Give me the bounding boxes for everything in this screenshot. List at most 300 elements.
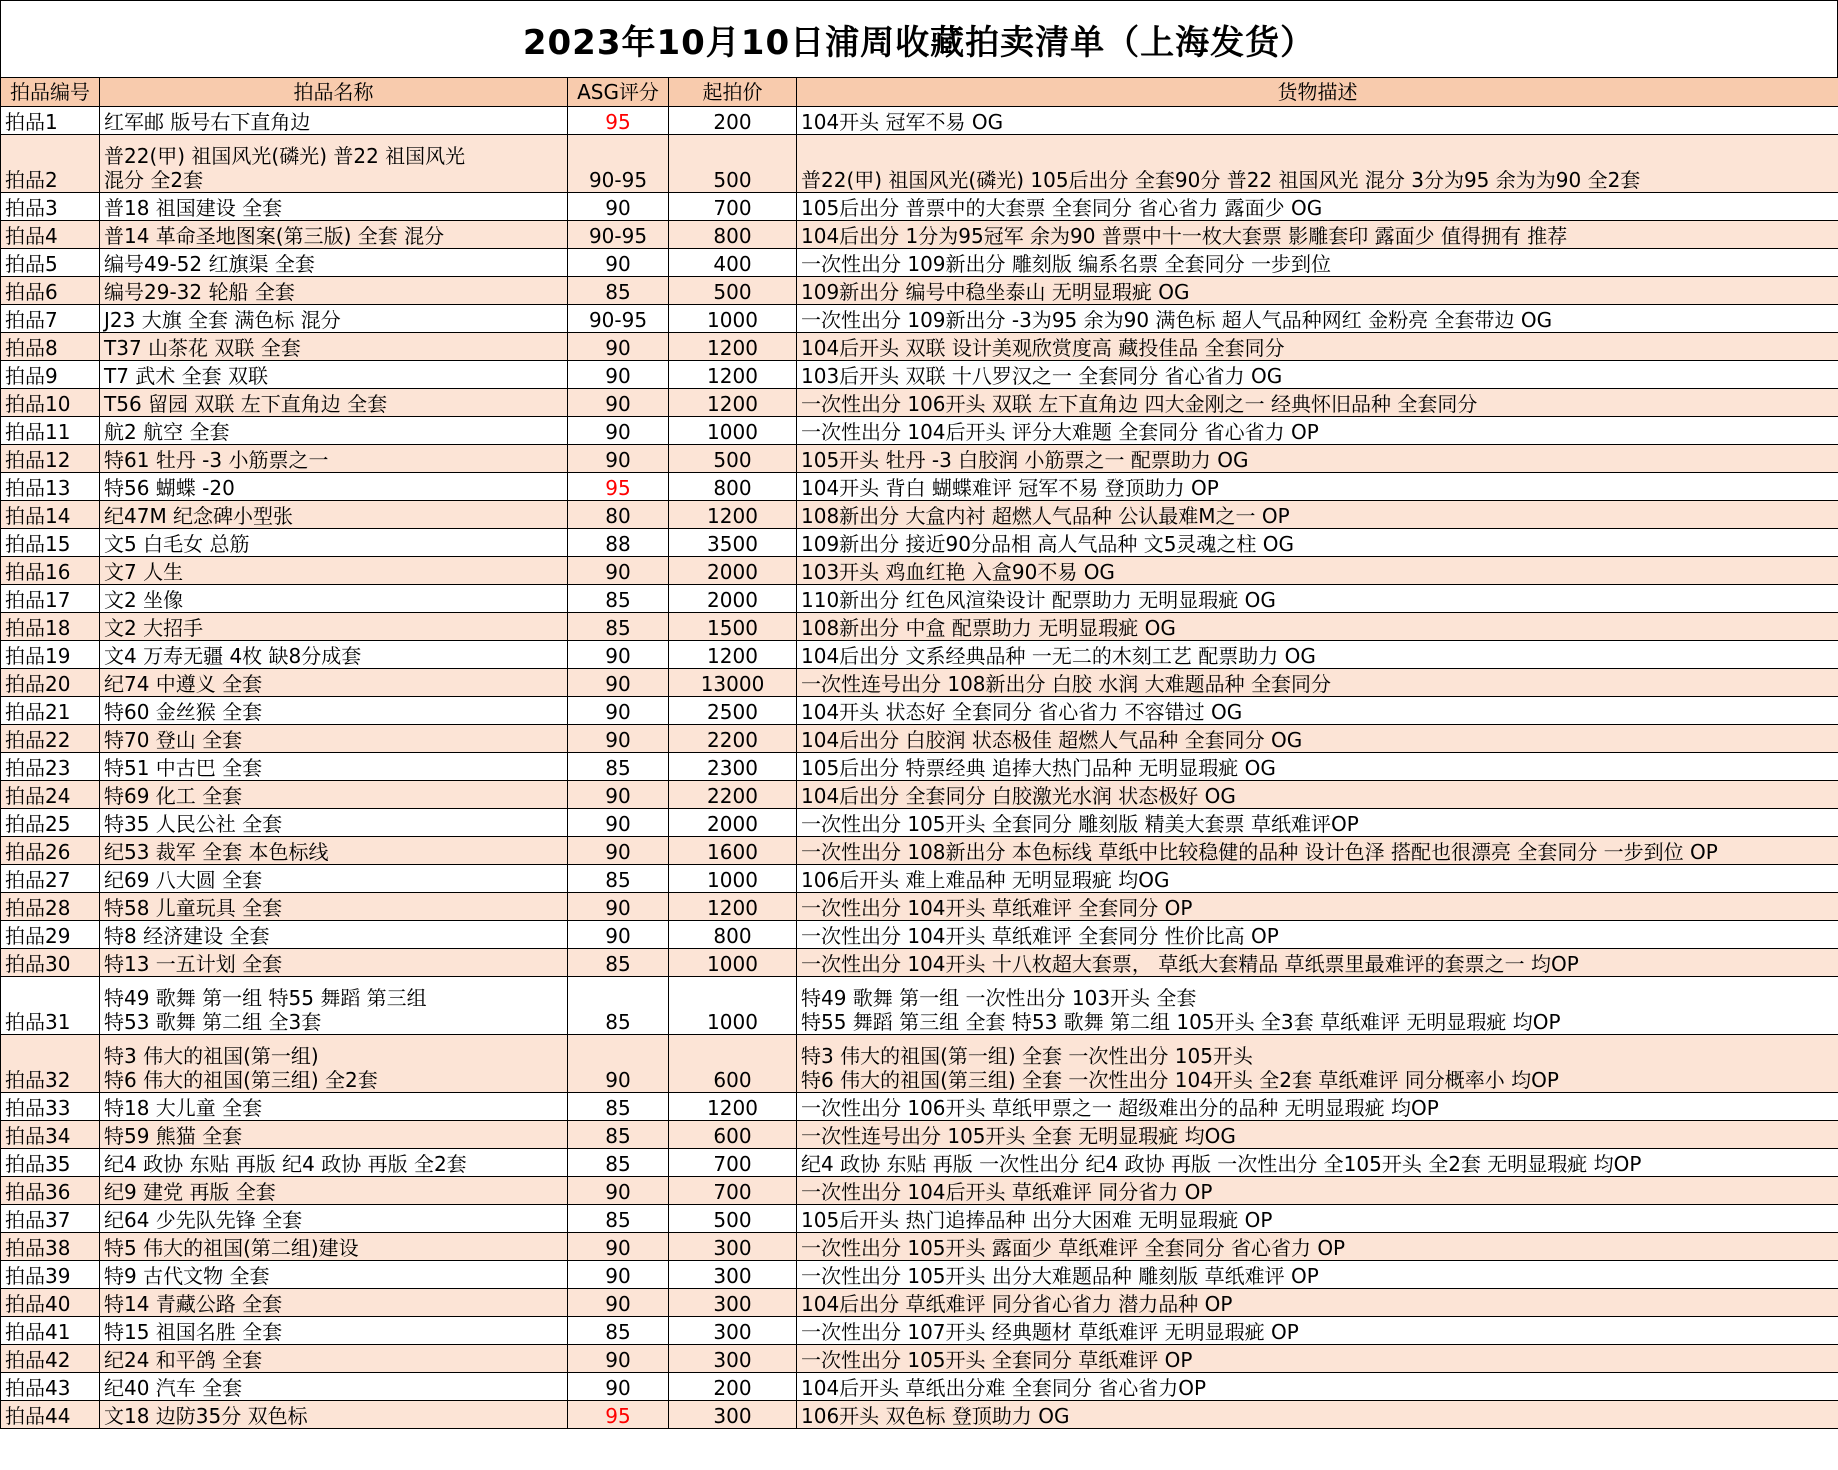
lot-name-cell [100,277,568,305]
starting-price: 2000 [707,812,758,836]
lot-name: 特13 一五计划 全套 [104,952,283,976]
starting-price: 300 [713,1264,752,1288]
description-cell [797,1121,1838,1149]
lot-name-cell [100,977,568,1035]
asg-score-cell [568,529,669,557]
lot-name: 文4 万寿无疆 4枚 缺8分成套 [104,644,362,668]
starting-price: 500 [713,168,752,192]
starting-price-cell [669,613,797,641]
description-cell [797,697,1838,725]
description-cell [797,725,1838,753]
description: 一次性出分 104后开头 评分大难题 全套同分 省心省力 OP [801,420,1319,444]
asg-score: 90 [605,252,631,276]
description-cell [797,837,1838,865]
lot-number-cell [1,445,100,473]
asg-score: 90 [605,1376,631,1400]
lot-number-cell [1,669,100,697]
description: 104开头 冠军不易 OG [801,110,1004,134]
lot-number: 拍品35 [5,1152,71,1176]
table-row [1,1317,1838,1345]
description-cell [797,445,1838,473]
asg-score: 85 [605,1152,631,1176]
asg-score: 90 [605,840,631,864]
table-row [1,107,1838,135]
starting-price-cell [669,1345,797,1373]
description-cell [797,277,1838,305]
starting-price: 400 [713,252,752,276]
starting-price-cell [669,473,797,501]
asg-score: 90-95 [588,224,648,248]
lot-name-cell [100,389,568,417]
lot-name: 特51 中古巴 全套 [104,756,263,780]
lot-number: 拍品3 [5,196,58,220]
asg-score: 90 [605,1068,631,1092]
lot-name-cell [100,1177,568,1205]
lot-number: 拍品5 [5,252,58,276]
table-row [1,1401,1838,1429]
description: 一次性出分 106开头 草纸甲票之一 超级难出分的品种 无明显瑕疵 均OP [801,1096,1439,1120]
table-row [1,1261,1838,1289]
description: 一次性出分 109新出分 -3为95 余为90 满色标 超人气品种网红 金粉亮 全套带边 OG [801,308,1553,332]
lot-number-cell [1,1261,100,1289]
starting-price: 1200 [707,364,758,388]
description: 106开头 双色标 登顶助力 OG [801,1404,1070,1428]
starting-price-cell [669,865,797,893]
asg-score-cell [568,473,669,501]
asg-score: 85 [605,756,631,780]
description: 110新出分 红色风渲染设计 配票助力 无明显瑕疵 OG [801,588,1276,612]
lot-number-cell [1,529,100,557]
asg-score: 85 [605,1320,631,1344]
asg-score-cell [568,865,669,893]
description-cell [797,1401,1838,1429]
asg-score-cell [568,641,669,669]
starting-price: 300 [713,1320,752,1344]
lot-number-cell [1,1317,100,1345]
asg-score: 90 [605,1180,631,1204]
lot-name: 编号29-32 轮船 全套 [104,280,295,304]
description-cell [797,1233,1838,1261]
asg-score-cell [568,697,669,725]
description-cell [797,949,1838,977]
starting-price: 1200 [707,336,758,360]
asg-score-cell [568,949,669,977]
asg-score-cell [568,1177,669,1205]
starting-price: 600 [713,1124,752,1148]
description-cell [797,333,1838,361]
starting-price: 3500 [707,532,758,556]
starting-price-cell [669,1149,797,1177]
lot-name: 特14 青藏公路 全套 [104,1292,283,1316]
lot-name: 特8 经济建设 全套 [104,924,270,948]
table-row [1,557,1838,585]
starting-price: 700 [713,196,752,220]
starting-price-cell [669,107,797,135]
lot-name-cell [100,1261,568,1289]
starting-price: 1200 [707,896,758,920]
starting-price: 300 [713,1404,752,1428]
asg-score-cell [568,193,669,221]
description: 103后开头 双联 十八罗汉之一 全套同分 省心省力 OG [801,364,1283,388]
lot-name-cell [100,949,568,977]
description-cell [797,1289,1838,1317]
asg-score-cell [568,585,669,613]
description: 纪4 政协 东贴 再版 一次性出分 纪4 政协 再版 一次性出分 全105开头 全2套 无明显瑕疵 均OP [801,1152,1642,1176]
lot-number: 拍品15 [5,532,71,556]
lot-name-cell [100,865,568,893]
lot-name-cell [100,613,568,641]
lot-name-cell [100,1317,568,1345]
lot-name-cell [100,249,568,277]
table-row [1,725,1838,753]
description: 一次性出分 107开头 经典题材 草纸难评 无明显瑕疵 OP [801,1320,1299,1344]
description: 105开头 牡丹 -3 白胶润 小筋票之一 配票助力 OG [801,448,1249,472]
starting-price: 1200 [707,392,758,416]
asg-score-cell [568,1345,669,1373]
asg-score: 90 [605,1264,631,1288]
lot-number-cell [1,249,100,277]
lot-name: T7 武术 全套 双联 [104,364,269,388]
starting-price: 300 [713,1236,752,1260]
starting-price-cell [669,753,797,781]
header-row [1,78,1838,107]
starting-price: 700 [713,1180,752,1204]
lot-number-cell [1,333,100,361]
lot-name: 特5 伟大的祖国(第二组)建设 [104,1236,359,1260]
table-row [1,837,1838,865]
table-row [1,641,1838,669]
starting-price: 500 [713,1208,752,1232]
lot-name-cell [100,1401,568,1429]
starting-price-cell [669,305,797,333]
starting-price-cell [669,781,797,809]
starting-price: 2500 [707,700,758,724]
asg-score-cell [568,1205,669,1233]
table-row [1,781,1838,809]
asg-score-cell [568,781,669,809]
lot-name: 纪40 汽车 全套 [104,1376,243,1400]
lot-number-cell [1,1373,100,1401]
lot-name-cell [100,1289,568,1317]
lot-number: 拍品44 [5,1404,71,1428]
lot-name-cell [100,445,568,473]
starting-price-cell [669,1261,797,1289]
asg-score: 90 [605,924,631,948]
table-row [1,1035,1838,1093]
asg-score-cell [568,417,669,445]
lot-name-cell [100,753,568,781]
lot-number: 拍品11 [5,420,71,444]
asg-score-cell [568,557,669,585]
lot-name: 文2 坐像 [104,588,184,612]
lot-number-cell [1,417,100,445]
starting-price-cell [669,445,797,473]
starting-price: 2000 [707,560,758,584]
lot-name: T37 山茶花 双联 全套 [104,336,301,360]
description: 109新出分 编号中稳坐泰山 无明显瑕疵 OG [801,280,1190,304]
description: 104开头 状态好 全套同分 省心省力 不容错过 OG [801,700,1243,724]
lot-name-cell [100,501,568,529]
lot-name: 航2 航空 全套 [104,420,230,444]
lot-name: 纪69 八大圆 全套 [104,868,263,892]
lot-number: 拍品18 [5,616,71,640]
table-row [1,977,1838,1035]
asg-score: 90 [605,1236,631,1260]
asg-score: 90 [605,1348,631,1372]
description-cell [797,781,1838,809]
lot-name-cell [100,305,568,333]
asg-score-cell [568,277,669,305]
description: 一次性出分 104开头 草纸难评 全套同分 性价比高 OP [801,924,1279,948]
description: 一次性出分 104开头 十八枚超大套票， 草纸大套精品 草纸票里最难评的套票之一 均OP [801,952,1579,976]
lot-number-cell [1,1149,100,1177]
starting-price: 1000 [707,308,758,332]
table-row [1,949,1838,977]
asg-score: 85 [605,868,631,892]
lot-number: 拍品6 [5,280,58,304]
asg-score-cell [568,361,669,389]
table-row [1,305,1838,333]
table-row [1,389,1838,417]
starting-price-cell [669,585,797,613]
lot-name-cell [100,893,568,921]
lot-number-cell [1,107,100,135]
asg-score: 95 [605,476,631,500]
description-cell [797,809,1838,837]
lot-number-cell [1,361,100,389]
starting-price: 1200 [707,1096,758,1120]
table-row [1,333,1838,361]
asg-score: 90 [605,896,631,920]
asg-score-cell [568,1401,669,1429]
asg-score: 85 [605,1096,631,1120]
lot-number: 拍品43 [5,1376,71,1400]
description-cell [797,977,1838,1035]
starting-price: 2000 [707,588,758,612]
description: 一次性出分 105开头 全套同分 雕刻版 精美大套票 草纸难评OP [801,812,1359,836]
asg-score: 90 [605,644,631,668]
lot-name-cell [100,697,568,725]
header-lot-name: 拍品名称 [100,78,568,107]
lot-number: 拍品37 [5,1208,71,1232]
table-row [1,893,1838,921]
lot-number: 拍品33 [5,1096,71,1120]
lot-number: 拍品4 [5,224,58,248]
description-cell [797,613,1838,641]
lot-name: 特58 儿童玩具 全套 [104,896,283,920]
table-row [1,809,1838,837]
starting-price-cell [669,1205,797,1233]
asg-score-cell [568,893,669,921]
lot-name-cell [100,725,568,753]
lot-name: 文18 边防35分 双色标 [104,1404,308,1428]
lot-name-cell [100,809,568,837]
starting-price-cell [669,1317,797,1345]
lot-name-cell [100,641,568,669]
lot-name: 纪4 政协 东贴 再版 纪4 政协 再版 全2套 [104,1152,467,1176]
table-row [1,445,1838,473]
lot-number-cell [1,809,100,837]
description: 105后出分 特票经典 追捧大热门品种 无明显瑕疵 OG [801,756,1276,780]
lot-name-cell [100,1093,568,1121]
lot-number: 拍品16 [5,560,71,584]
asg-score: 90 [605,728,631,752]
description: 一次性连号出分 105开头 全套 无明显瑕疵 均OG [801,1124,1236,1148]
starting-price-cell [669,249,797,277]
description-cell [797,1093,1838,1121]
asg-score-cell [568,837,669,865]
asg-score-cell [568,977,669,1035]
description-cell [797,1345,1838,1373]
table-row [1,1177,1838,1205]
asg-score: 85 [605,1010,631,1034]
starting-price: 800 [713,924,752,948]
lot-number: 拍品34 [5,1124,71,1148]
starting-price: 800 [713,476,752,500]
lot-number-cell [1,1093,100,1121]
lot-number: 拍品23 [5,756,71,780]
asg-score: 90 [605,784,631,808]
starting-price: 1500 [707,616,758,640]
lot-name-cell [100,529,568,557]
lot-number: 拍品29 [5,924,71,948]
asg-score-cell [568,1289,669,1317]
asg-score-cell [568,809,669,837]
lot-number: 拍品42 [5,1348,71,1372]
description-cell [797,473,1838,501]
asg-score: 90 [605,560,631,584]
asg-score-cell [568,1261,669,1289]
lot-number-cell [1,277,100,305]
description: 105后开头 热门追捧品种 出分大困难 无明显瑕疵 OP [801,1208,1273,1232]
lot-number: 拍品38 [5,1236,71,1260]
starting-price-cell [669,1373,797,1401]
lot-number: 拍品12 [5,448,71,472]
starting-price: 2200 [707,784,758,808]
description-line2: 特6 伟大的祖国(第三组) 全套 一次性出分 104开头 全2套 草纸难评 同分概率小 均OP [801,1068,1559,1092]
starting-price-cell [669,221,797,249]
description: 一次性出分 105开头 全套同分 草纸难评 OP [801,1348,1193,1372]
lot-name-cell [100,669,568,697]
lot-number-cell [1,921,100,949]
header-lot-number: 拍品编号 [1,78,100,107]
table-row [1,473,1838,501]
lot-number-cell [1,501,100,529]
description-cell [797,249,1838,277]
description-cell [797,1205,1838,1233]
asg-score-cell [568,1149,669,1177]
description: 一次性出分 104后开头 草纸难评 同分省力 OP [801,1180,1213,1204]
lot-number: 拍品30 [5,952,71,976]
starting-price: 13000 [700,672,765,696]
lot-number: 拍品19 [5,644,71,668]
lot-name-cell [100,1373,568,1401]
starting-price-cell [669,893,797,921]
description: 普22(甲) 祖国风光(磷光) 105后出分 全套90分 普22 祖国风光 混分 3分为95 余为为90 全2套 [801,168,1641,192]
starting-price-cell [669,977,797,1035]
lot-name: J23 大旗 全套 满色标 混分 [104,308,341,332]
starting-price: 1000 [707,952,758,976]
description: 一次性出分 105开头 露面少 草纸难评 全套同分 省心省力 OP [801,1236,1346,1260]
asg-score: 85 [605,280,631,304]
lot-number: 拍品9 [5,364,58,388]
lot-name: 特70 登山 全套 [104,728,243,752]
starting-price: 1000 [707,420,758,444]
lot-number: 拍品41 [5,1320,71,1344]
lot-number-cell [1,641,100,669]
description: 一次性连号出分 108新出分 白胶 水润 大难题品种 全套同分 [801,672,1331,696]
lot-name-cell [100,1233,568,1261]
starting-price-cell [669,921,797,949]
asg-score-cell [568,249,669,277]
asg-score: 80 [605,504,631,528]
lot-name: 特9 古代文物 全套 [104,1264,270,1288]
asg-score: 85 [605,1124,631,1148]
table-body [1,107,1838,1429]
lot-name-cell [100,837,568,865]
lot-number: 拍品25 [5,812,71,836]
lot-name: 纪47M 纪念碑小型张 [104,504,294,528]
lot-number-cell [1,949,100,977]
table-row [1,585,1838,613]
lot-number: 拍品2 [5,168,58,192]
lot-name-cell [100,585,568,613]
lot-number-cell [1,135,100,193]
auction-table [0,77,1838,1429]
asg-score: 95 [605,110,631,134]
lot-number: 拍品1 [5,110,58,134]
asg-score-cell [568,1093,669,1121]
starting-price: 700 [713,1152,752,1176]
starting-price-cell [669,949,797,977]
lot-name: T56 留园 双联 左下直角边 全套 [104,392,388,416]
lot-name: 文7 人生 [104,560,184,584]
lot-name-cell [100,333,568,361]
description-cell [797,305,1838,333]
lot-name-cell [100,473,568,501]
lot-name-cell [100,1035,568,1093]
description: 104后出分 白胶润 状态极佳 超燃人气品种 全套同分 OG [801,728,1303,752]
asg-score: 90 [605,812,631,836]
starting-price: 1600 [707,840,758,864]
description-cell [797,921,1838,949]
description: 108新出分 大盒内衬 超燃人气品种 公认最难M之一 OP [801,504,1290,528]
description: 一次性出分 105开头 出分大难题品种 雕刻版 草纸难评 OP [801,1264,1319,1288]
sheet-title: 2023年10月10日浦周收藏拍卖清单（上海发货） [0,0,1838,77]
lot-name: 特56 蝴蝶 -20 [104,476,235,500]
asg-score: 90 [605,196,631,220]
table-row [1,1289,1838,1317]
lot-name-line2: 特6 伟大的祖国(第三组) 全2套 [104,1068,378,1092]
asg-score-cell [568,1317,669,1345]
description: 108新出分 中盒 配票助力 无明显瑕疵 OG [801,616,1176,640]
lot-name: 纪74 中遵义 全套 [104,672,263,696]
table-row [1,193,1838,221]
lot-name-cell [100,135,568,193]
lot-number-cell [1,1345,100,1373]
starting-price-cell [669,1177,797,1205]
asg-score-cell [568,1121,669,1149]
asg-score-cell [568,669,669,697]
lot-number-cell [1,781,100,809]
asg-score: 90 [605,700,631,724]
table-row [1,1121,1838,1149]
lot-number-cell [1,977,100,1035]
asg-score-cell [568,1035,669,1093]
lot-name-cell [100,417,568,445]
starting-price: 1000 [707,1010,758,1034]
table-row [1,135,1838,193]
